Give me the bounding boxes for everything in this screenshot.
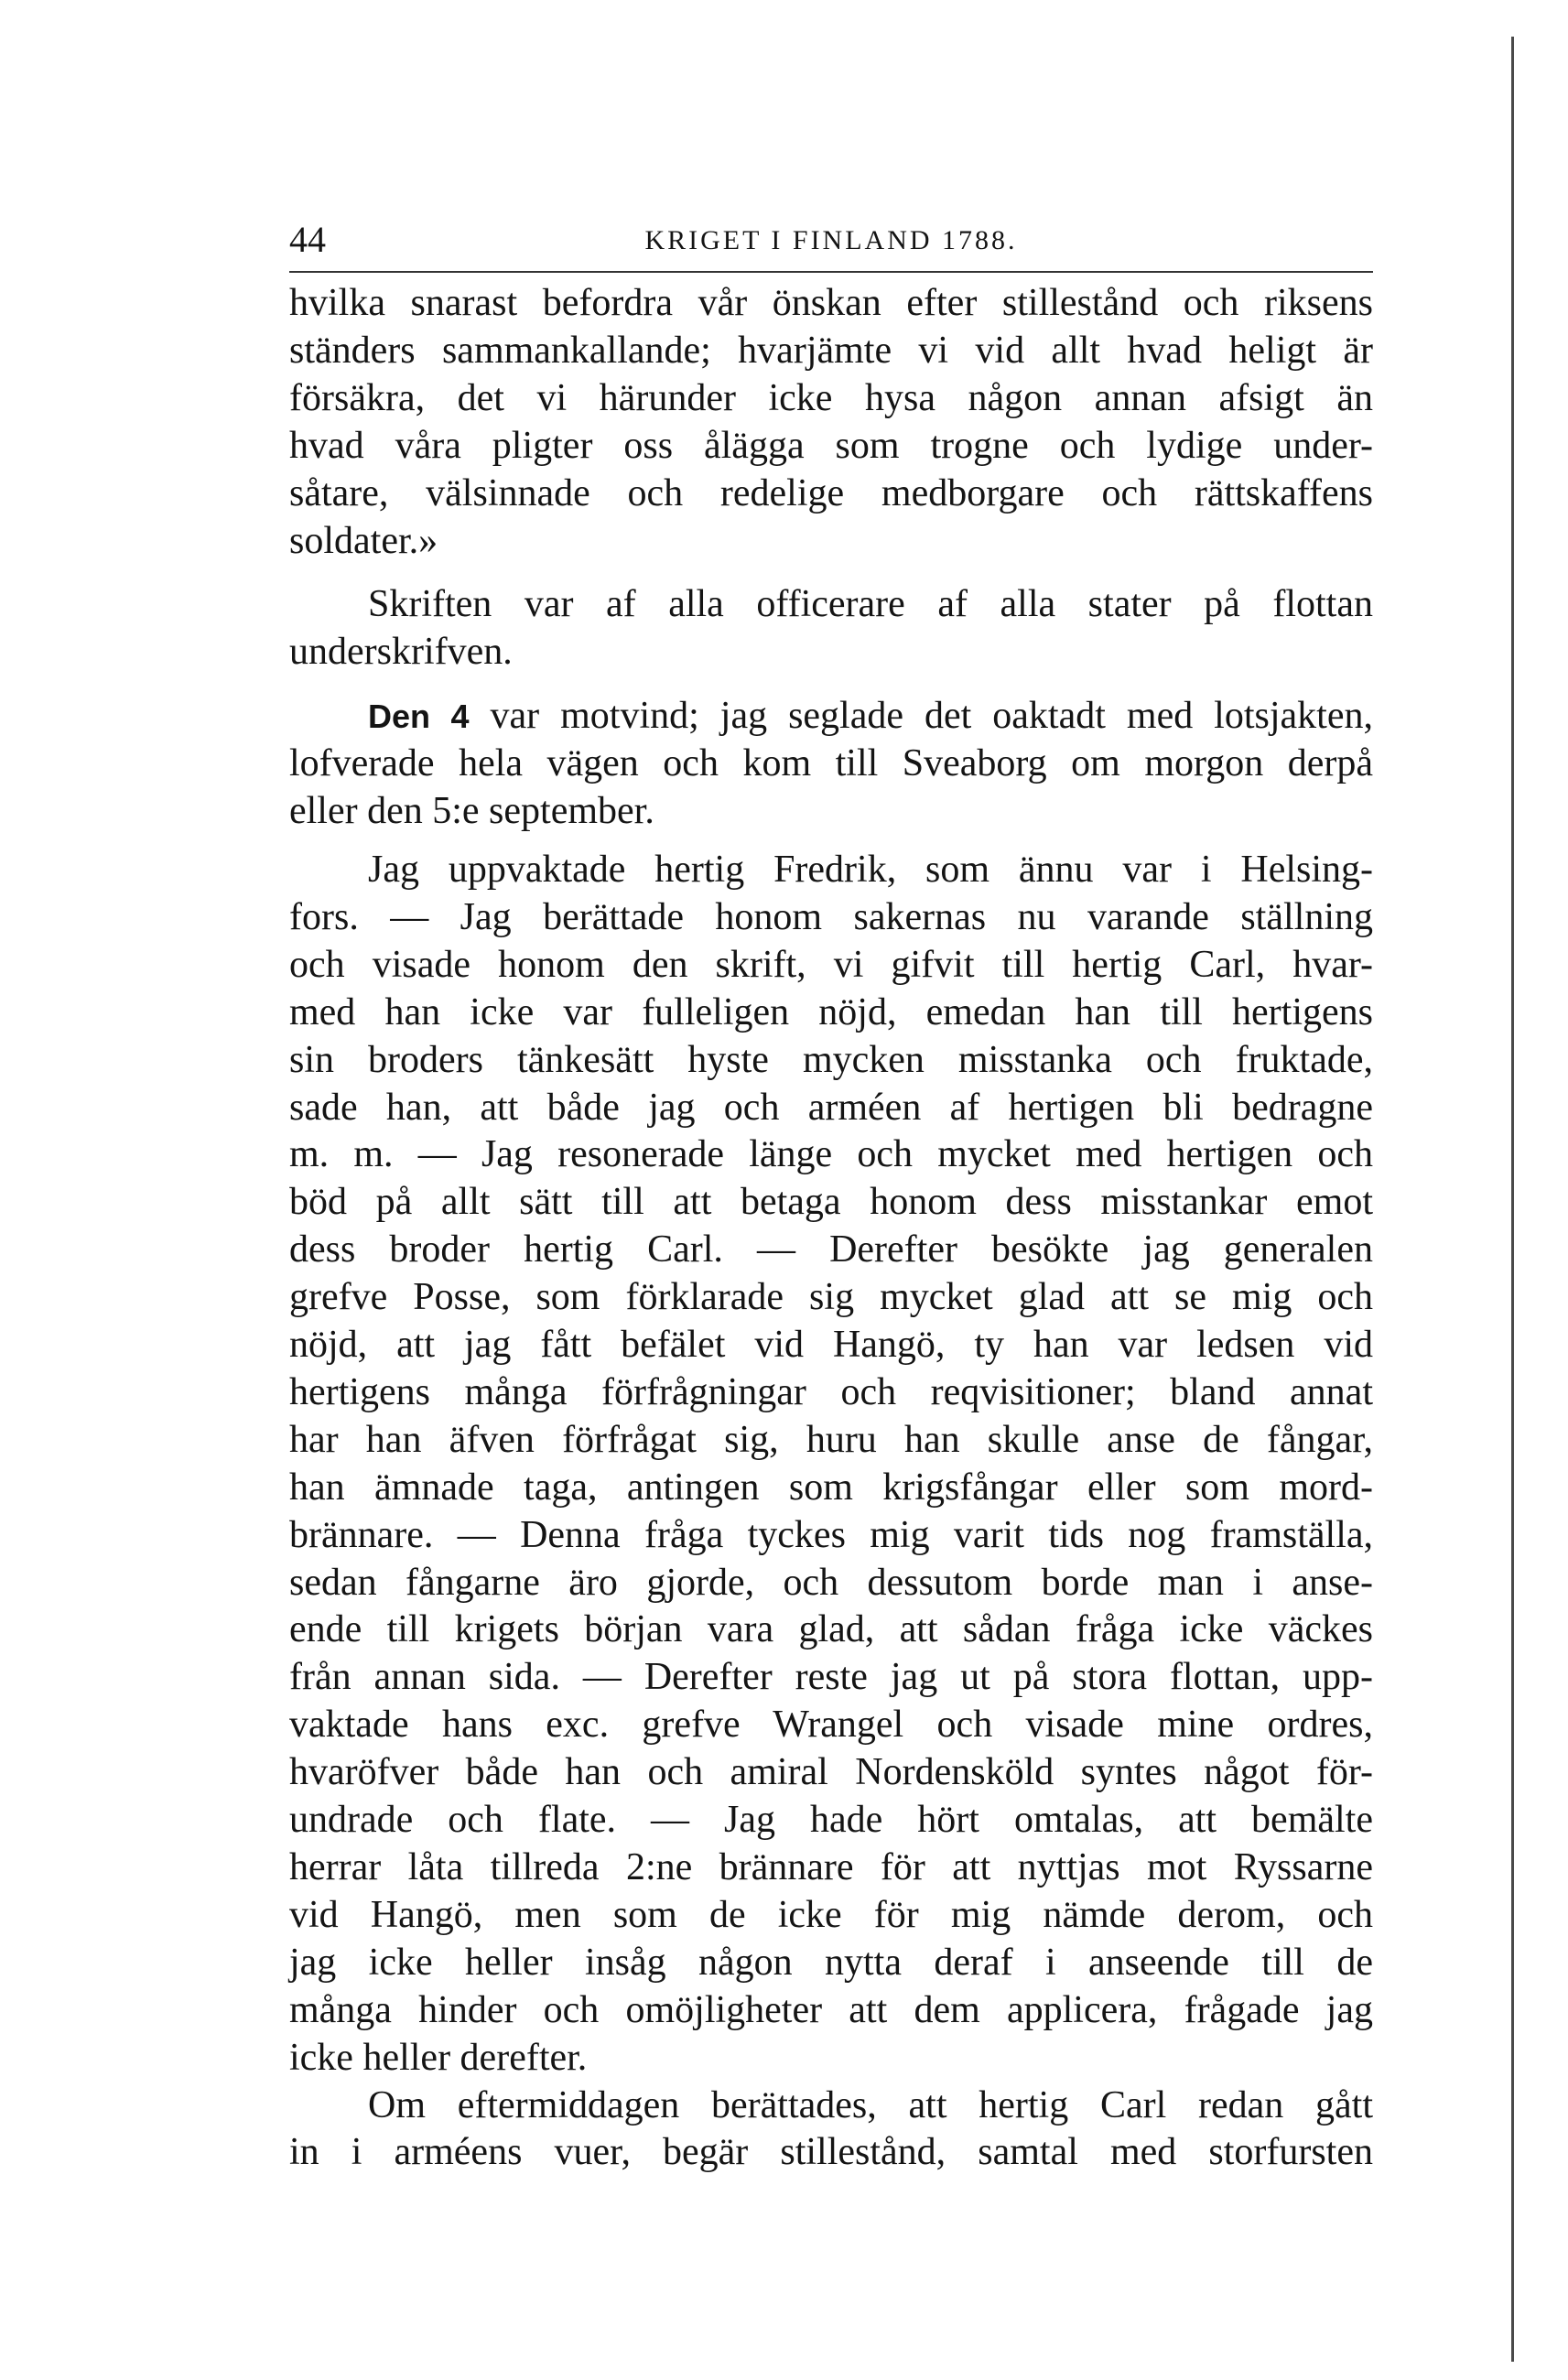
text-line: vaktade hans exc. grefve Wrangel och visade mine ordres,: [289, 1704, 1373, 1747]
header-rule: [289, 271, 1373, 273]
text-line: Om eftermiddagen berättades, att hertig Carl redan gått: [368, 2083, 1373, 2126]
text-line: Skriften var af alla officerare af alla stater på flottan: [368, 583, 1373, 626]
text-line: in i arméens vuer, begär stillestånd, samtal med storfursten: [289, 2131, 1373, 2174]
text-line: herrar låta tillreda 2:ne brännare för att nyttjas mot Ryssarne: [289, 1846, 1373, 1888]
text-line: sedan fångarne äro gjorde, och dessutom borde man i anse-: [289, 1561, 1373, 1604]
text-line: brännare. — Denna fråga tyckes mig varit tids nog framställa,: [289, 1513, 1373, 1556]
text-line: och visade honom den skrift, vi gifvit till hertig Carl, hvar-: [289, 943, 1373, 986]
page-number: 44: [289, 219, 326, 260]
text-line: jag icke heller insåg någon nytta deraf i anseende till de: [289, 1941, 1373, 1984]
text-line: böd på allt sätt till att betaga honom dess misstankar emot: [289, 1181, 1373, 1224]
text-line: från annan sida. — Derefter reste jag ut på stora flottan, upp-: [289, 1656, 1373, 1699]
page-header: [289, 214, 1373, 269]
text-line: hvilka snarast befordra vår önskan efter stillestånd och riksens: [289, 282, 1373, 324]
text-line: underskrifven.: [289, 631, 513, 674]
text-line: har han äfven förfrågat sig, huru han skulle anse de fångar,: [289, 1418, 1373, 1461]
text-line: hvad våra pligter oss ålägga som trogne och lydige under-: [289, 424, 1373, 467]
text-line: med han icke var fulleligen nöjd, emedan han till hertigens: [289, 990, 1373, 1033]
text-line: m. m. — Jag resonerade länge och mycket med hertigen och: [289, 1133, 1373, 1176]
page-edge-line: [1511, 37, 1514, 2362]
text-line: undrade och flate. — Jag hade hört omtalas, att bemälte: [289, 1799, 1373, 1842]
text-line: icke heller derefter.: [289, 2036, 588, 2079]
text-line: vid Hangö, men som de icke för mig nämde derom, och: [289, 1893, 1373, 1936]
text-line: många hinder och omöjligheter att dem applicera, frågade jag: [289, 1988, 1373, 2031]
text-line: lofverade hela vägen och kom till Sveaborg om morgon derpå: [289, 742, 1373, 785]
text-line: soldater.»: [289, 519, 438, 562]
text-line: nöjd, att jag fått befälet vid Hangö, ty han var ledsen vid: [289, 1324, 1373, 1367]
text-segment: var motvind; jag seglade det oaktadt med lotsjakten,: [469, 695, 1373, 738]
text-line: ende till krigets början vara glad, att sådan fråga icke väckes: [289, 1608, 1373, 1651]
text-line: han ämnade taga, antingen som krigsfångar eller som mord-: [289, 1466, 1373, 1509]
text-line: hertigens många förfrågningar och reqvisitioner; bland annat: [289, 1370, 1373, 1413]
date-lead: Den 4: [368, 698, 470, 736]
body-text: [289, 280, 1373, 2177]
text-line: [289, 693, 1373, 741]
text-line: sin broders tänkesätt hyste mycken misstanka och fruktade,: [289, 1038, 1373, 1081]
text-line: Jag uppvaktade hertig Fredrik, som ännu var i Helsing-: [368, 848, 1373, 891]
text-line: grefve Posse, som förklarade sig mycket glad att se mig och: [289, 1276, 1373, 1319]
text-line: såtare, välsinnade och redelige medborgare och rättskaffens: [289, 471, 1373, 514]
text-line: hvaröfver både han och amiral Nordensköld syntes något för-: [289, 1751, 1373, 1794]
text-line: eller den 5:e september.: [289, 790, 654, 833]
text-line: sade han, att både jag och arméen af hertigen bli bedragne: [289, 1086, 1373, 1129]
text-line: dess broder hertig Carl. — Derefter besökte jag generalen: [289, 1228, 1373, 1271]
text-line: ständers sammankallande; hvarjämte vi vid allt hvad heligt är: [289, 329, 1373, 372]
text-line: fors. — Jag berättade honom sakernas nu varande ställning: [289, 895, 1373, 938]
text-line: försäkra, det vi härunder icke hysa någon annan afsigt än: [289, 376, 1373, 419]
running-title: KRIGET I FINLAND 1788.: [644, 225, 1018, 255]
